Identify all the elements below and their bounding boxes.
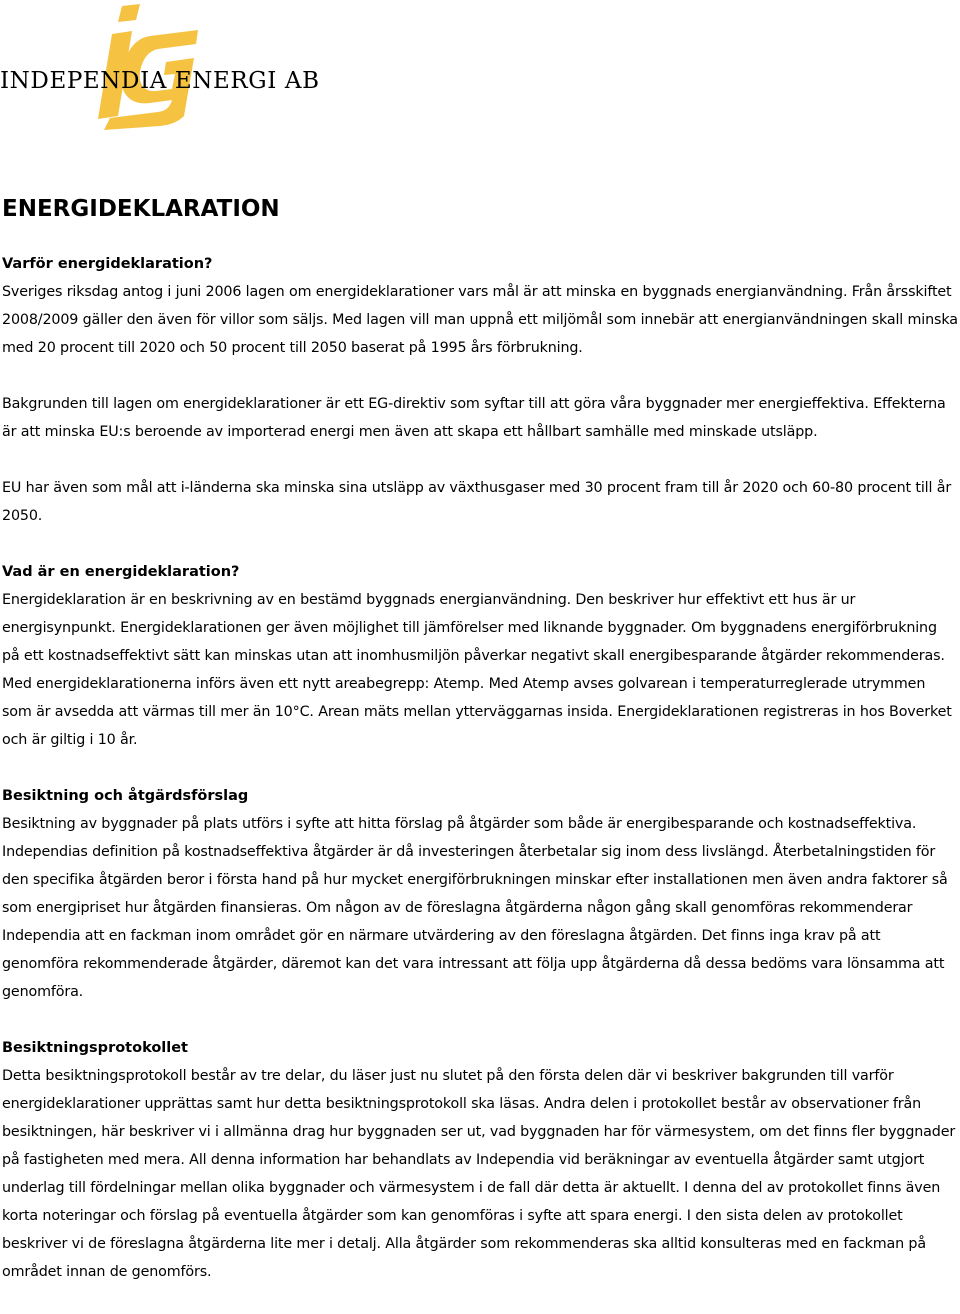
paragraph: Energideklaration är en beskrivning av en bestämd byggnads energianvändning. Den beskriver hur effektivt ett hus är ur energisynpunkt. Energideklarationen ger även möjlighet till jämförelser med liknande byggnader. Om byggnadens energiförbrukning på ett kostnadseffektivt sätt kan minskas utan att inomhusmiljön påverkar negativt skall energibesparande åtgärder rekommenderas. Med energideklarationerna införs även ett nytt areabegrepp: Atemp. Med Atemp avses golvarean i temperaturreglerade utrymmen som är avsedda att värmas till mer än 10°C. Arean mäts mellan ytterväggarnas insida. Energideklarationen registreras in hos Boverket och är giltig i 10 år. <box>2 592 952 748</box>
ig-monogram-icon <box>0 0 320 130</box>
paragraph: Besiktning av byggnader på plats utförs i syfte att hitta förslag på åtgärder som både är energibesparande och kostnadseffektiva. Independias definition på kostnadseffektiva åtgärder är då investeringen återbetalar sig inom dess livslängd. Återbetalningstiden för den specifika åtgärden beror i första hand på hur mycket energiförbrukningen minskar efter installationen men även andra faktorer så som energipriset hur åtgärden finansieras. Om någon av de föreslagna åtgärderna någon gång skall genomföras rekommenderar Independia att en fackman inom området gör en närmare utvärdering av den föreslagna åtgärden. Det finns inga krav på att genomföra rekommenderade åtgärder, däremot kan det vara intressant att följa upp åtgärderna då dessa bedöms vara lönsamma att genomföra. <box>2 816 948 1000</box>
section-why <box>2 250 958 530</box>
section-heading: Varför energideklaration? <box>2 256 213 272</box>
section-heading: Vad är en energideklaration? <box>2 564 240 580</box>
section-what <box>2 558 958 754</box>
section-heading: Besiktningsprotokollet <box>2 1040 188 1056</box>
paragraph: Detta besiktningsprotokoll består av tre delar, du läser just nu slutet på den första delen där vi beskriver bakgrunden till varför energideklarationer upprättas samt hur detta besiktningsprotokoll ska läsas. Andra delen i protokollet består av observationer från besiktningen, här beskriver vi i allmänna drag hur byggnaden ser ut, vad byggnaden har för värmesystem, om det finns fler byggnader på fastigheten med mera. All denna information har behandlats av Independia vid beräkningar av eventuella åtgärder samt utgjort underlag till fördelningar mellan olika byggnader och värmesystem i de fall där detta är aktuellt. I denna del av protokollet finns även korta noteringar och förslag på eventuella åtgärder som kan genomföras i syfte att spara energi. I den sista delen av protokollet beskriver vi de föreslagna åtgärderna lite mer i detalj. Alla åtgärder som rekommenderas ska alltid konsulteras med en fackman på området innan de genomförs. <box>2 1068 956 1280</box>
section-heading: Besiktning och åtgärdsförslag <box>2 788 249 804</box>
company-logo <box>0 0 320 130</box>
section-inspection <box>2 782 958 1006</box>
paragraph: EU har även som mål att i-länderna ska minska sina utsläpp av växthusgaser med 30 procent fram till år 2020 och 60-80 procent till år 2050. <box>2 480 952 524</box>
paragraph: Bakgrunden till lagen om energideklarationer är ett EG-direktiv som syftar till att göra våra byggnader mer energieffektiva. Effekterna är att minska EU:s beroende av importerad energi men även att skapa ett hållbart samhälle med minskade utsläpp. <box>2 396 946 440</box>
section-protocol <box>2 1034 958 1286</box>
company-name: INDEPENDIA ENERGI AB <box>0 68 320 94</box>
document-title: ENERGIDEKLARATION <box>2 196 280 222</box>
paragraph: Sveriges riksdag antog i juni 2006 lagen om energideklarationer vars mål är att minska en byggnads energianvändning. Från årsskiftet 2008/2009 gäller den även för villor som säljs. Med lagen vill man uppnå ett miljömål som innebär att energianvändningen skall minska med 20 procent till 2020 och 50 procent till 2050 baserat på 1995 års förbrukning. <box>2 284 958 356</box>
document-body <box>2 192 958 1314</box>
